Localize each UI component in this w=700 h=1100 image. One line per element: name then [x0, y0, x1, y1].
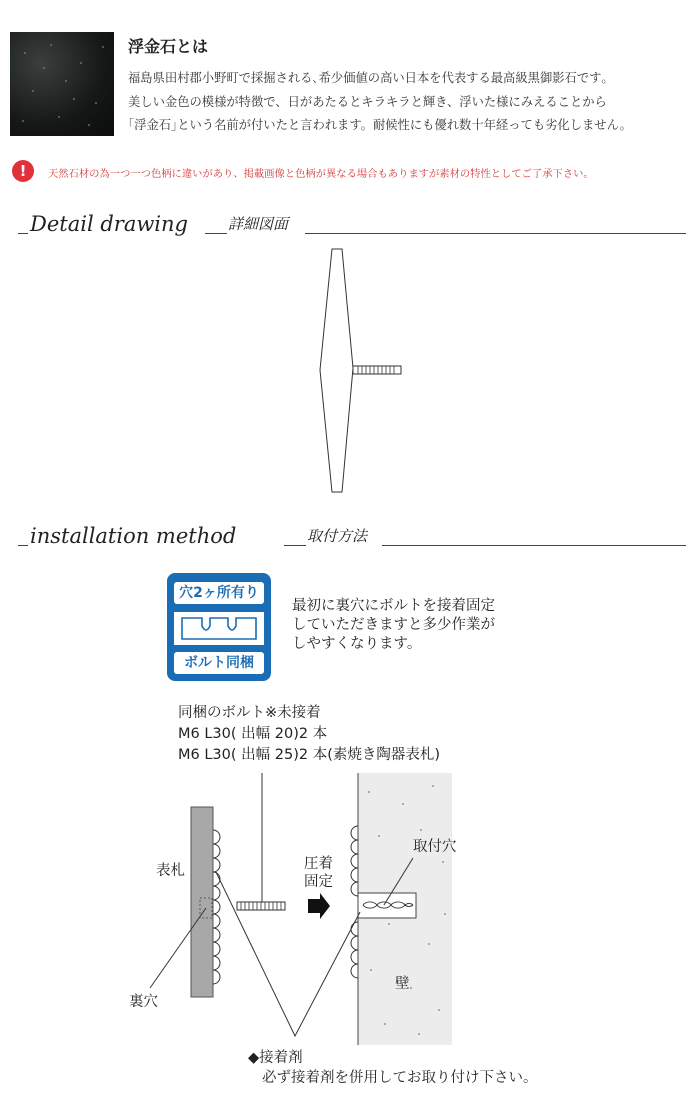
press-fix-label: [304, 855, 333, 891]
back-hole-label: 裏穴: [129, 994, 158, 1010]
notice-text: 天然石材の為一つ一つ色柄に違いがあり、掲載画像と色柄が異なる場合もありますが素材の特性としてご了承下さい。: [48, 168, 594, 180]
description-line: ｢浮金石｣という名前が付いたと言われます。耐候性にも優れ数十年経っても劣化しません。: [128, 118, 632, 132]
section-title-jp: 取付方法: [307, 527, 368, 545]
wall-label: 壁: [395, 976, 410, 992]
exclamation-icon: !: [12, 160, 34, 182]
tip-line: していただきますと多少作業が: [292, 617, 495, 633]
wall-cross-section: [351, 773, 416, 1045]
section-title-en: installation method: [30, 524, 237, 548]
leader-lines: [150, 858, 413, 1036]
adhesive-title: ◆接着剤: [248, 1050, 303, 1066]
section-title-jp: 詳細図面: [228, 215, 289, 233]
section-title-en: Detail drawing: [30, 212, 188, 236]
bolt-info-line: M6 L30( 出幅 25)2 本(素焼き陶器表札): [178, 747, 441, 763]
bolt-info-line: 同梱のボルト※未接着: [178, 705, 321, 721]
product-title: 浮金石とは: [128, 37, 209, 56]
bolt-drawing: [237, 773, 285, 910]
nameplate-label: 表札: [156, 863, 185, 879]
nameplate-cross-section: [191, 807, 220, 997]
press-label-line: 固定: [304, 874, 333, 890]
mount-hole-label: 取付穴: [413, 839, 457, 855]
bolt-info-line: M6 L30( 出幅 20)2 本: [178, 726, 328, 742]
arrow-right-icon: [308, 893, 330, 919]
description-line: 美しい金色の模様が特徴で、日があたるとキラキラと輝き、浮いた様にみえることから: [128, 94, 607, 109]
press-label-line: 圧着: [304, 856, 333, 872]
tip-line: しやすくなります。: [292, 636, 422, 652]
badge-holes-label: 穴2ヶ所有り: [174, 582, 264, 604]
adhesive-note: 必ず接着剤を併用してお取り付け下さい。: [262, 1070, 538, 1086]
tip-line: 最初に裏穴にボルトを接着固定: [292, 598, 495, 614]
badge-bolt-label: ボルト同梱: [174, 652, 264, 674]
nameplate-profile-drawing: [320, 249, 401, 492]
description-line: 福島県田村郡小野町で採掘される､希少価値の高い日本を代表する最高級黒御影石です｡: [128, 71, 608, 85]
